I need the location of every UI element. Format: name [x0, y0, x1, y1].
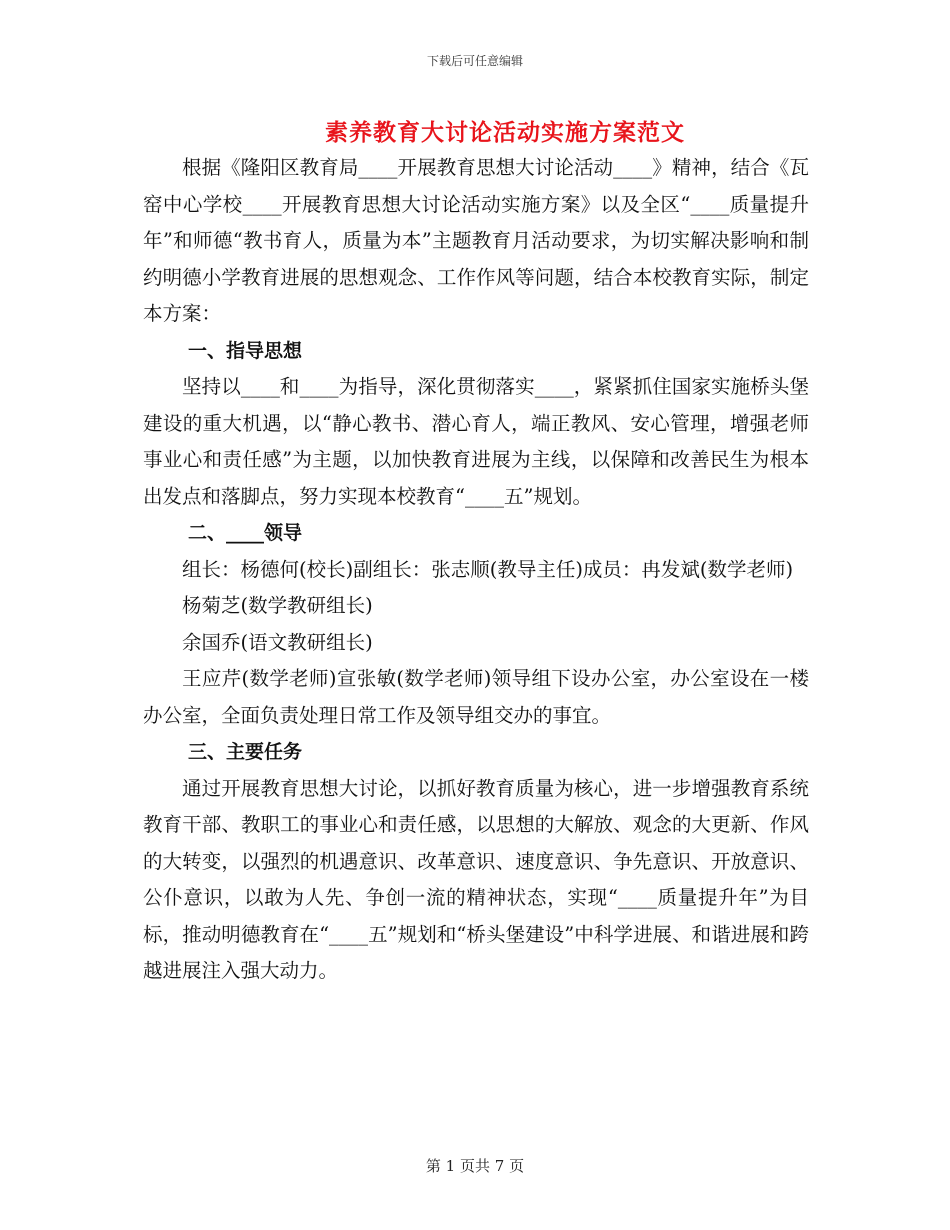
section-heading-leadership: 二、____领导 [188, 522, 303, 544]
document-body [143, 150, 809, 990]
document-title: 素养教育大讨论活动实施方案范文 [325, 119, 685, 146]
leadership-member-line: 杨菊芝(数学教研组长) [182, 594, 373, 617]
section-heading-guiding-ideology: 一、指导思想 [188, 339, 303, 362]
intro-paragraph: 根据《隆阳区教育局____开展教育思想大讨论活动____》精神，结合《瓦窑中心学校____开展教育思想大讨论活动实施方案》以及全区“____质量提升年”和师德“教书育人，质量为本”主题教育月活动要求，为切实解决影响和制约明德小学教育进展的思想观念、工作作风等问题，结合本校教育实际，制定本方案： [143, 156, 809, 325]
leadership-members-line: 组长：杨德何(校长)副组长：张志顺(教导主任)成员：冉发斌(数学老师) [182, 557, 794, 581]
section-heading-main-tasks: 三、主要任务 [188, 741, 303, 763]
leadership-member-line: 余国乔(语文教研组长) [182, 630, 373, 654]
main-tasks-paragraph: 通过开展教育思想大讨论，以抓好教育质量为核心，进一步增强教育系统教育干部、教职工的事业心和责任感，以思想的大解放、观念的大更新、作风的大转变，以强烈的机遇意识、改革意识、速度意识、争先意识、开放意识、公仆意识，以敢为人先、争创一流的精神状态，实现“____质量提升年”为目标，推动明德教育在“____五”规划和“桥头堡建设”中科学进展、和谐进展和跨越进展注入强大动力。 [143, 776, 809, 982]
guiding-ideology-paragraph: 坚持以____和____为指导，深化贯彻落实____，紧紧抓住国家实施桥头堡建设的重大机遇，以“静心教书、潜心育人，端正教风、安心管理，增强老师事业心和责任感”为主题，以加快教育进展为主线，以保障和改善民生为根本出发点和落脚点，努力实现本校教育“____五”规划。 [143, 375, 809, 508]
page-number: 第 1 页共 7 页 [425, 1157, 525, 1175]
header-note: 下载后可任意编辑 [426, 54, 523, 68]
leadership-office-paragraph: 王应芹(数学老师)宣张敏(数学老师)领导组下设办公室，办公室设在一楼办公室，全面负责处理日常工作及领导组交办的事宜。 [143, 667, 809, 727]
